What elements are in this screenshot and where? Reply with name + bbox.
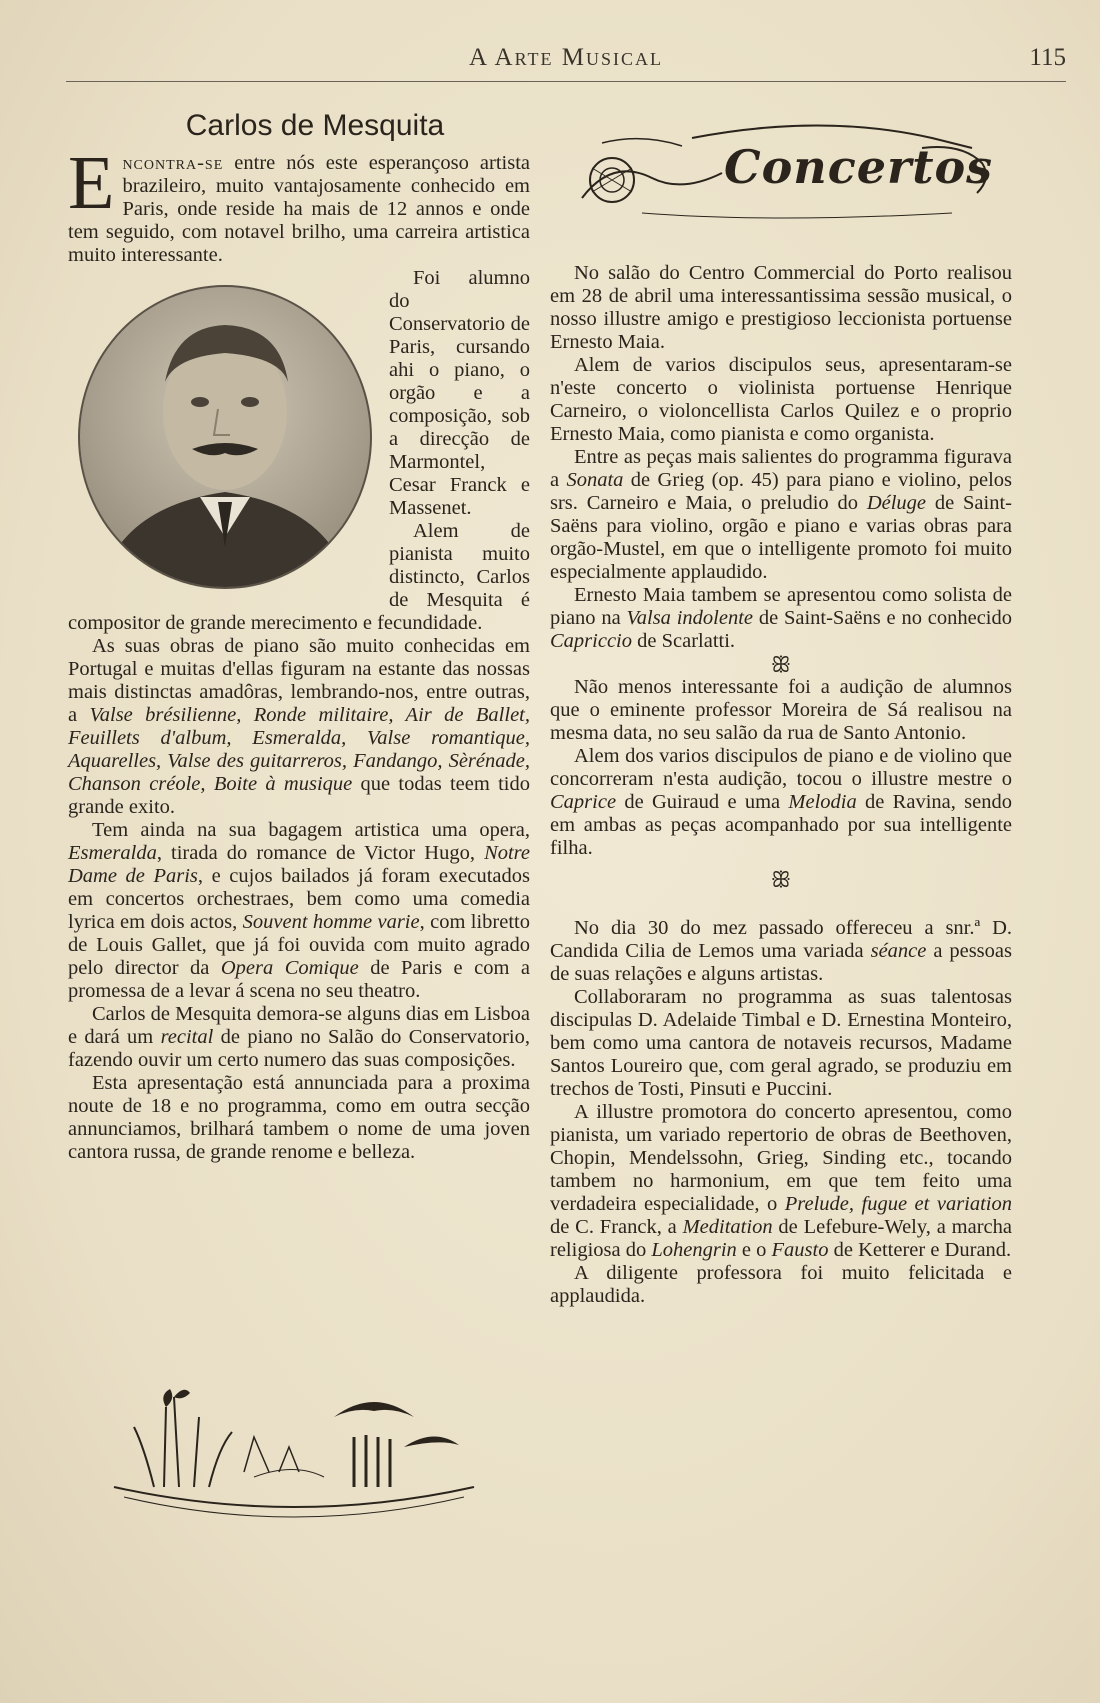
- paragraph-pianist: Alem de pianista muito distincto, Carlos de Mesquita é compositor de grande merecimento e fecundidade.: [68, 520, 530, 634]
- running-head: [66, 40, 1066, 80]
- fleuron-ornament: ꕥ: [770, 652, 792, 677]
- page-number: 115: [1029, 44, 1066, 71]
- magazine-title: A Arte Musical: [469, 44, 663, 71]
- paragraph-felicitada: A diligente professora foi muito felicitada e applaudida.: [550, 1262, 1012, 1307]
- paragraph-intro: Encontra-se entre nós este esperançoso artista brazileiro, muito vantajosamente conhecido em Paris, onde reside ha mais de 12 annos e onde tem seguido, com notavel brilho, uma carreira artistica muito interessante.: [68, 141, 530, 266]
- paragraph-repertorio: A illustre promotora do concerto apresentou, como pianista, um variado repertorio de obras de Beethoven, Chopin, Mendelssohn, Grieg, Sinding etc., tocando tambem no harmonium, em que tem feito uma verdadeira especialidade, o Prelude, fugue et variation de C. Franck, a Meditation de Lefebure-Wely, a marcha religiosa do Lohengrin e o Fausto de Ketterer e Durand.: [550, 1101, 1013, 1261]
- paragraph-seance: No dia 30 do mez passado offereceu a snr.ª D. Candida Cilia de Lemos uma variada séance a pessoas de suas relações e alguns artistas.: [550, 917, 1012, 985]
- paragraph-training: Foi alumno do Conservatorio de Paris, cursando ahi o piano, o orgão e a composição, sob a direcção de Marmontel, Cesar Franck e Massenet.: [389, 267, 530, 519]
- paragraph-works: As suas obras de piano são muito conhecidas em Portugal e muitas d'ellas figuram na estante das nossas mais distinctas amadôras, lembrando-nos, entre outras, a Valse brésilienne, Ronde militaire, Air de Ballet, Feuillets d'album, Esmeralda, Valse romantique, Aquarelles, Valse des guitarreros, Fandango, Sèrénade, Chanson créole, Boite à musique que todas teem tido grande exito.: [68, 635, 530, 818]
- article-concertos: [550, 262, 1012, 1308]
- article-title: Carlos de Mesquita: [185, 109, 445, 142]
- paragraph-maia-solista: Ernesto Maia tambem se apresentou como solista de piano na Valsa indolente de Saint-Saëns e no conhecido Capriccio de Scarlatti.: [550, 584, 1012, 652]
- concertos-banner: [572, 118, 1012, 228]
- paragraph-audicao: Alem dos varios discipulos de piano e de violino que concorreram n'esta audição, tocou o illustre mestre o Caprice de Guiraud e uma Melodia de Ravina, sendo em ambas as peças acompanhado por sua intelligente filha.: [550, 745, 1012, 859]
- paragraph-announcement: Esta apresentação está annunciada para a proxima noute de 18 e no programma, como em outra secção annunciamos, brilhará tambem o nome de uma joven cantora russa, de grande renome e belleza.: [68, 1072, 530, 1163]
- concertos-heading: Concertos: [724, 140, 994, 194]
- portrait-image: [78, 285, 372, 589]
- paragraph-discipulos: Alem de varios discipulos seus, apresentaram-se n'este concerto o violinista portuense Henrique Carneiro, o violoncellista Carlos Quilez e o proprio Ernesto Maia, como pianista e como organista.: [550, 354, 1012, 445]
- article-carlos-de-mesquita: [68, 108, 530, 1164]
- portrait-photo: [74, 273, 379, 595]
- paragraph-collaboraram: Collaboraram no programma as suas talentosas discipulas D. Adelaide Timbal e D. Ernestina Monteiro, bem como uma cantora de notaveis recursos, Madame Santos Loureiro que, com geral agrado, se produziu em trechos de Tosti, Pinsuti e Puccini.: [550, 986, 1012, 1100]
- landscape-vignette: [104, 1377, 484, 1525]
- portrait-figure: [80, 287, 370, 587]
- paragraph-programma: Entre as peças mais salientes do programma figurava a Sonata de Grieg (op. 45) para piano e violino, pelos srs. Carneiro e Maia, o preludio do Déluge de Saint-Saëns para violino, orgão e piano e varias obras para orgão-Mustel, em que o intelligente promoto foi muito especialmente applaudido.: [550, 446, 1012, 583]
- drop-cap: E: [68, 141, 115, 225]
- paragraph-recital: Carlos de Mesquita demora-se alguns dias em Lisboa e dará um recital de piano no Salão do Conservatorio, fazendo ouvir um certo numero das suas composições.: [68, 1003, 530, 1071]
- header-rule: [66, 81, 1066, 82]
- paragraph-opera: Tem ainda na sua bagagem artistica uma opera, Esmeralda, tirada do romance de Victor Hugo, Notre Dame de Paris, e cujos bailados já foram executados em concertos orchestraes, bem como uma comedia lyrica em dois actos, Souvent homme varie, com libretto de Louis Gallet, que já foi ouvida com muito agrado pelo director da Opera Comique de Paris e com a promessa de a levar á scena no seu theatro.: [68, 819, 530, 1002]
- fleuron-ornament-2: ꕥ: [770, 867, 792, 892]
- paragraph-moreira-de-sa: Não menos interessante foi a audição de alumnos que o eminente professor Moreira de Sá realisou na mesma data, no seu salão da rua de Santo Antonio.: [550, 676, 1012, 744]
- paragraph-porto: No salão do Centro Commercial do Porto realisou em 28 de abril uma interessantissima sessão musical, o nosso illustre amigo e prestigioso leccionista portuense Ernesto Maia.: [550, 262, 1012, 353]
